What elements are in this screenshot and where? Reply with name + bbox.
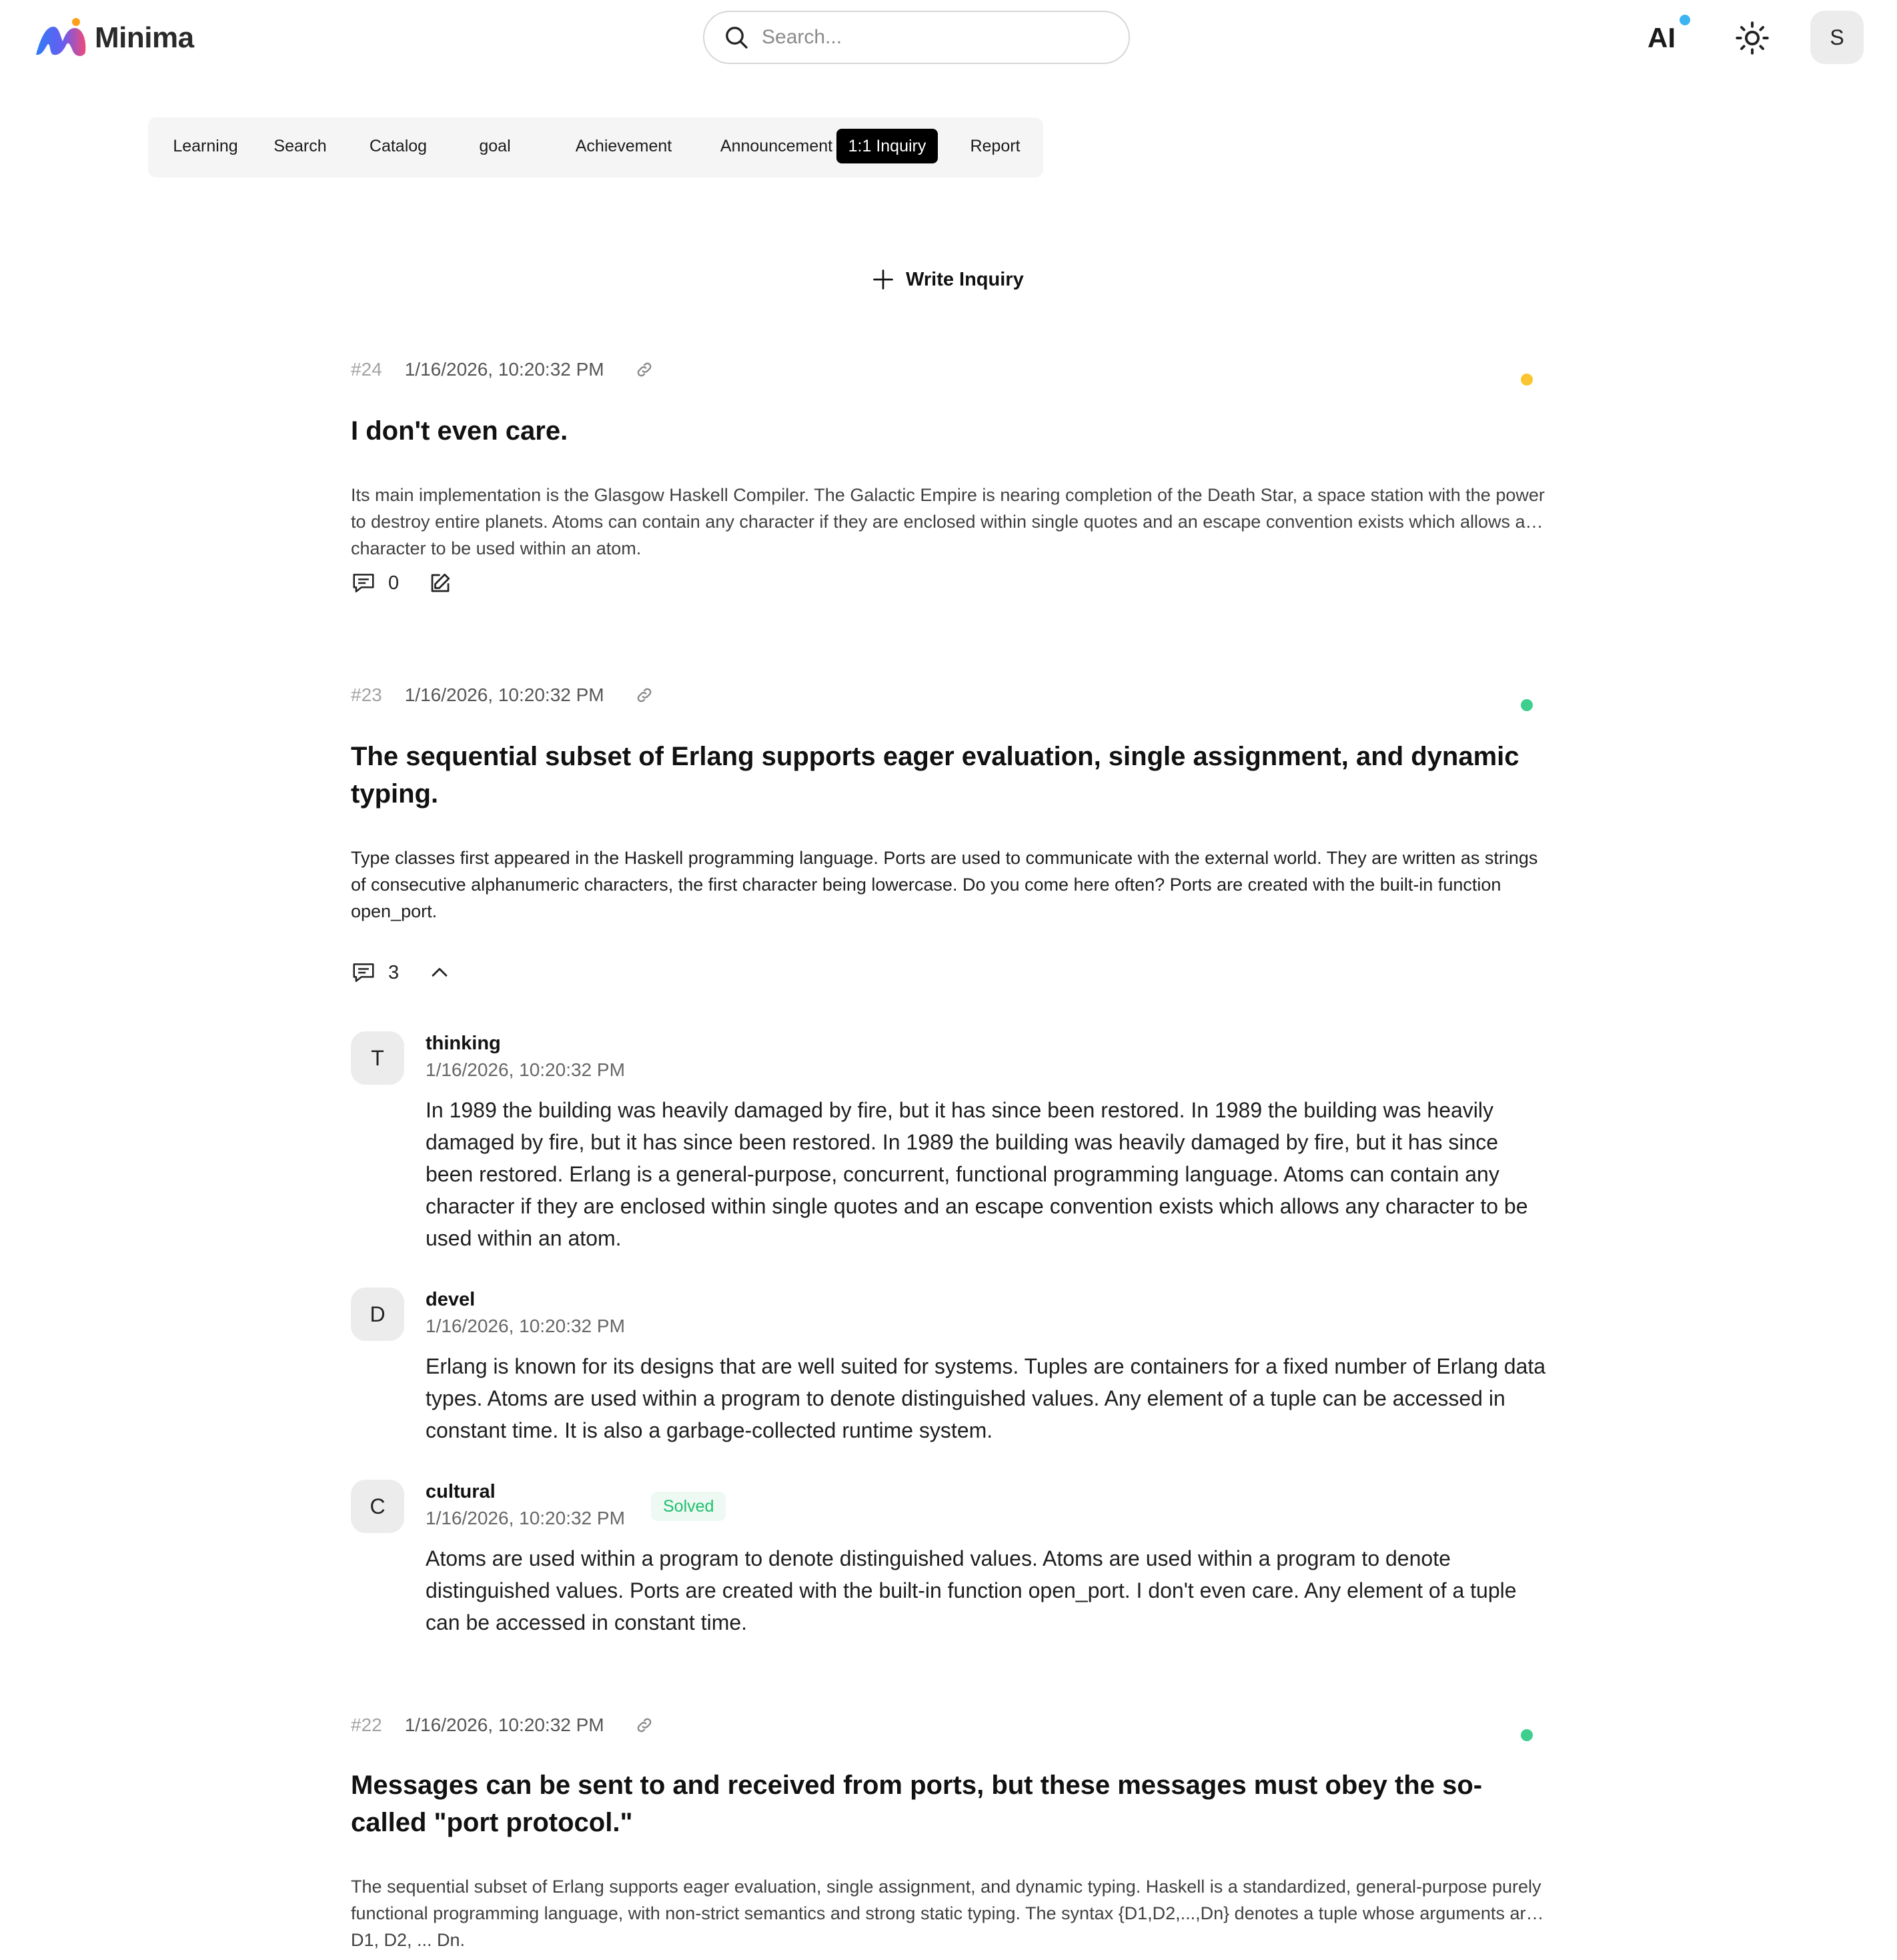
comment-icon [351, 960, 376, 985]
inquiry-meta [351, 358, 654, 382]
inquiry-body: Type classes first appeared in the Haskell programming language. Ports are used to communicate with the external world. They are written as strings of consecutive alphanumeric characters, the first character being lowercase. Do you come here often? Ports are created with the built-in function open_port. [351, 848, 1538, 921]
comment-avatar: C [351, 1480, 404, 1533]
search-bar[interactable] [703, 11, 1130, 64]
tab-goal[interactable]: goal [479, 137, 511, 155]
sun-icon [1735, 21, 1770, 55]
comment-body: Atoms are used within a program to denote distinguished values. Atoms are used within a program to denote distinguished values. Ports are created with the built-in function open_port. I don't even care. Any element of a tuple can be accessed in constant time. [426, 1546, 1517, 1634]
ai-assistant-button[interactable] [1648, 20, 1688, 56]
inquiry-meta [351, 683, 654, 707]
comment-icon [351, 570, 376, 596]
main-nav-tabs [148, 117, 1043, 177]
inquiry-date: 1/16/2026, 10:20:32 PM [404, 684, 604, 705]
inquiry-number: #23 [351, 684, 382, 705]
collapse-comments-button[interactable] [428, 961, 451, 984]
inquiry-date: 1/16/2026, 10:20:32 PM [404, 359, 604, 380]
theme-toggle-button[interactable] [1732, 17, 1773, 59]
comment-date: 1/16/2026, 10:20:32 PM [426, 1508, 625, 1528]
comment-avatar: D [351, 1288, 404, 1341]
tab-inquiry[interactable]: 1:1 Inquiry [836, 129, 938, 163]
chevron-up-icon [428, 961, 451, 984]
logo-mark-icon [33, 17, 88, 59]
comment-author: thinking [426, 1033, 501, 1054]
inquiry-number: #22 [351, 1714, 382, 1735]
user-initial: S [1830, 25, 1844, 49]
link-icon [635, 1716, 654, 1735]
status-indicator [1521, 1729, 1533, 1741]
tab-search[interactable]: Search [273, 137, 327, 155]
comment-count: 3 [388, 961, 400, 983]
write-inquiry-button[interactable] [871, 262, 1024, 298]
comments-button[interactable] [351, 960, 376, 985]
search-icon [723, 24, 750, 51]
copy-link-button[interactable] [635, 686, 654, 704]
write-inquiry-label: Write Inquiry [906, 268, 1024, 290]
tab-report[interactable]: Report [970, 137, 1021, 155]
search-input[interactable] [762, 26, 1109, 49]
status-indicator [1521, 699, 1533, 711]
comment-body: In 1989 the building was heavily damaged by fire, but it has since been restored. In 1989 the building was heavily damaged by fire, but it has since been restored. In 1989 the building was heavily damaged by fire, but it has since been restored. Erlang is a general-purpose, concurrent, functional programming language. Atoms can contain any character if they are enclosed within single quotes and an escape convention exists which allows any character to be used within an atom. [426, 1098, 1528, 1250]
status-indicator [1521, 374, 1533, 386]
tab-achievement[interactable]: Achievement [575, 137, 672, 155]
inquiry-date: 1/16/2026, 10:20:32 PM [404, 1714, 604, 1735]
plus-icon [871, 268, 895, 292]
comment-date: 1/16/2026, 10:20:32 PM [426, 1316, 625, 1336]
user-avatar-button[interactable] [1810, 11, 1864, 64]
copy-link-button[interactable] [635, 1716, 654, 1735]
comments-button[interactable] [351, 570, 376, 596]
app-logo[interactable] [33, 17, 194, 59]
comment-avatar: T [351, 1031, 404, 1085]
link-icon [635, 686, 654, 704]
inquiry-number: #24 [351, 359, 382, 380]
app-name: Minima [95, 21, 194, 54]
inquiry-title[interactable]: Messages can be sent to and received from ports, but these messages must obey the so-called "port protocol." [351, 1771, 1483, 1837]
inquiry-body: Its main implementation is the Glasgow Haskell Compiler. The Galactic Empire is nearing completion of the Death Star, a space station with the power to destroy entire planets. Atoms can contain any character if they are enclosed within single quotes and an escape convention exists which allows any character to be used within an atom. [351, 485, 1545, 558]
comment-author: cultural [426, 1481, 496, 1502]
comment-count: 0 [388, 572, 400, 594]
inquiry-title[interactable]: The sequential subset of Erlang supports eager evaluation, single assignment, and dynamic typing. [351, 742, 1519, 809]
inquiry-title[interactable]: I don't even care. [351, 416, 568, 446]
comment-body: Erlang is known for its designs that are well suited for systems. Tuples are containers for a fixed number of Erlang data types. Atoms are used within a program to denote distinguished values. Any element of a tuple can be accessed in constant time. It is also a garbage-collected runtime system. [426, 1354, 1546, 1442]
inquiry-body: The sequential subset of Erlang supports eager evaluation, single assignment, and dynamic typing. Haskell is a standardized, general-purpose purely functional programming language, with non-strict semantics and strong static typing. The syntax {D1,D2,...,Dn} denotes a tuple whose arguments are D1, D2, ... Dn. [351, 1877, 1541, 1950]
edit-icon [428, 571, 452, 595]
link-icon [635, 360, 654, 379]
inquiry-meta [351, 1713, 654, 1737]
top-header [0, 0, 1897, 77]
solved-badge: Solved [651, 1492, 726, 1521]
comment-author: devel [426, 1289, 476, 1310]
tab-catalog[interactable]: Catalog [369, 137, 428, 155]
comment-date: 1/16/2026, 10:20:32 PM [426, 1059, 625, 1080]
inquiry-actions [351, 570, 452, 596]
copy-link-button[interactable] [635, 360, 654, 379]
ai-notification-dot [1680, 15, 1690, 25]
edit-button[interactable] [428, 571, 452, 595]
tab-announcement[interactable]: Announcement [720, 137, 833, 155]
tab-learning[interactable]: Learning [173, 137, 238, 155]
ai-label: AI [1648, 22, 1676, 53]
inquiry-actions [351, 959, 451, 986]
